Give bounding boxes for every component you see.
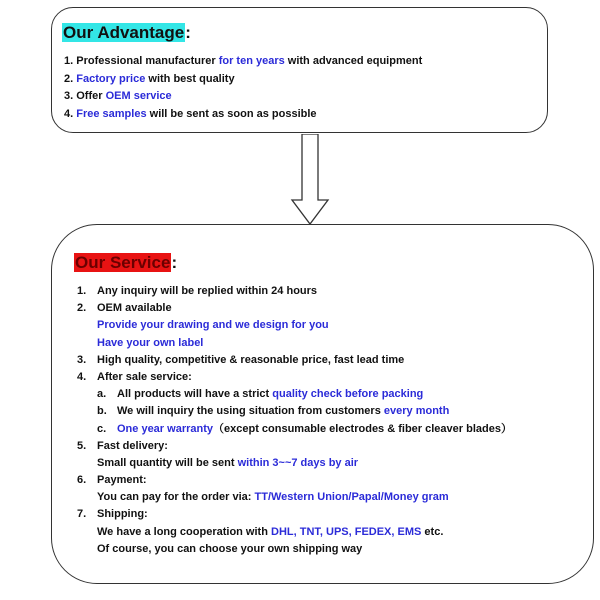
service-subline: [77, 524, 512, 541]
service-subline: [77, 455, 512, 472]
service-title-text: Our Service: [75, 253, 171, 272]
item-highlight: Have your own label: [97, 336, 204, 349]
item-highlight: Free samples: [76, 107, 147, 120]
service-list: [77, 283, 512, 558]
item-text: Professional manufacturer: [76, 55, 219, 67]
item-highlight: Provide your drawing and we design for you: [97, 319, 329, 332]
advantage-item: [64, 71, 422, 89]
item-text: with best quality: [145, 72, 235, 85]
service-subline: [77, 317, 512, 334]
advantage-list: [64, 53, 422, 123]
item-text: Payment:: [97, 474, 147, 487]
service-item: [77, 300, 512, 317]
item-number: 4.: [77, 370, 87, 383]
service-item: [77, 369, 512, 386]
item-text: After sale service:: [97, 370, 192, 383]
advantage-item: [64, 53, 422, 71]
item-text: Offer: [76, 90, 106, 102]
subitem-mark: a.: [97, 388, 107, 401]
item-text: Shipping:: [97, 508, 148, 521]
service-item: [77, 283, 512, 300]
item-text: OEM available: [97, 302, 172, 315]
item-number: 1.: [64, 55, 74, 67]
item-highlight: OEM service: [105, 90, 172, 102]
service-subline: [77, 489, 512, 506]
item-number: 4.: [64, 107, 74, 120]
advantage-item: [64, 88, 422, 106]
item-text: （except consumable electrodes & fiber cleaver blades）: [213, 422, 512, 435]
service-subline: [77, 541, 512, 558]
item-text: with advanced equipment: [284, 55, 423, 67]
item-number: 6.: [77, 474, 87, 487]
down-arrow-icon: [290, 134, 330, 226]
service-subitem: [77, 403, 512, 420]
service-subline: [77, 335, 512, 352]
advantage-title-colon: :: [185, 23, 191, 42]
item-number: 1.: [77, 285, 87, 297]
item-text: All products will have a strict: [117, 388, 273, 401]
item-text: We have a long cooperation with: [97, 525, 271, 538]
item-number: 2.: [64, 72, 74, 85]
item-highlight: One year warranty: [117, 422, 213, 435]
service-title-colon: :: [171, 253, 178, 272]
service-item: [77, 506, 512, 523]
item-number: 3.: [64, 90, 74, 102]
service-title: [74, 252, 177, 274]
item-text: Small quantity will be sent: [97, 456, 238, 469]
service-subitem: [77, 386, 512, 403]
item-text: High quality, competitive & reasonable price, fast lead time: [97, 353, 405, 366]
subitem-mark: b.: [97, 405, 107, 418]
service-subitem: [77, 421, 512, 438]
item-text: Fast delivery:: [97, 439, 168, 452]
subitem-mark: c.: [97, 422, 107, 435]
item-text: Any inquiry will be replied within 24 hours: [97, 285, 318, 297]
advantage-box: [51, 7, 548, 133]
item-text: You can pay for the order via:: [97, 491, 255, 504]
item-text: etc.: [421, 525, 444, 538]
item-highlight: DHL, TNT, UPS, FEDEX, EMS: [271, 525, 422, 538]
item-highlight: within 3~~7 days by air: [237, 456, 359, 469]
item-text: will be sent as soon as possible: [146, 107, 317, 120]
item-number: 2.: [77, 302, 87, 315]
item-highlight: TT/Western Union/Papal/Money gram: [254, 491, 449, 504]
item-highlight: for ten years: [218, 55, 285, 67]
service-box: [51, 224, 594, 584]
item-highlight: quality check before packing: [272, 388, 424, 401]
item-number: 7.: [77, 508, 87, 521]
item-number: 3.: [77, 353, 87, 366]
advantage-title-text: Our Advantage: [63, 23, 185, 42]
service-item: [77, 352, 512, 369]
item-number: 5.: [77, 439, 87, 452]
advantage-title: [62, 22, 191, 44]
advantage-item: [64, 106, 422, 124]
service-item: [77, 438, 512, 455]
item-highlight: Factory price: [76, 72, 146, 85]
item-text: We will inquiry the using situation from customers: [117, 405, 384, 418]
item-text: Of course, you can choose your own shipping way: [97, 542, 363, 555]
item-highlight: every month: [383, 405, 450, 418]
service-item: [77, 472, 512, 489]
